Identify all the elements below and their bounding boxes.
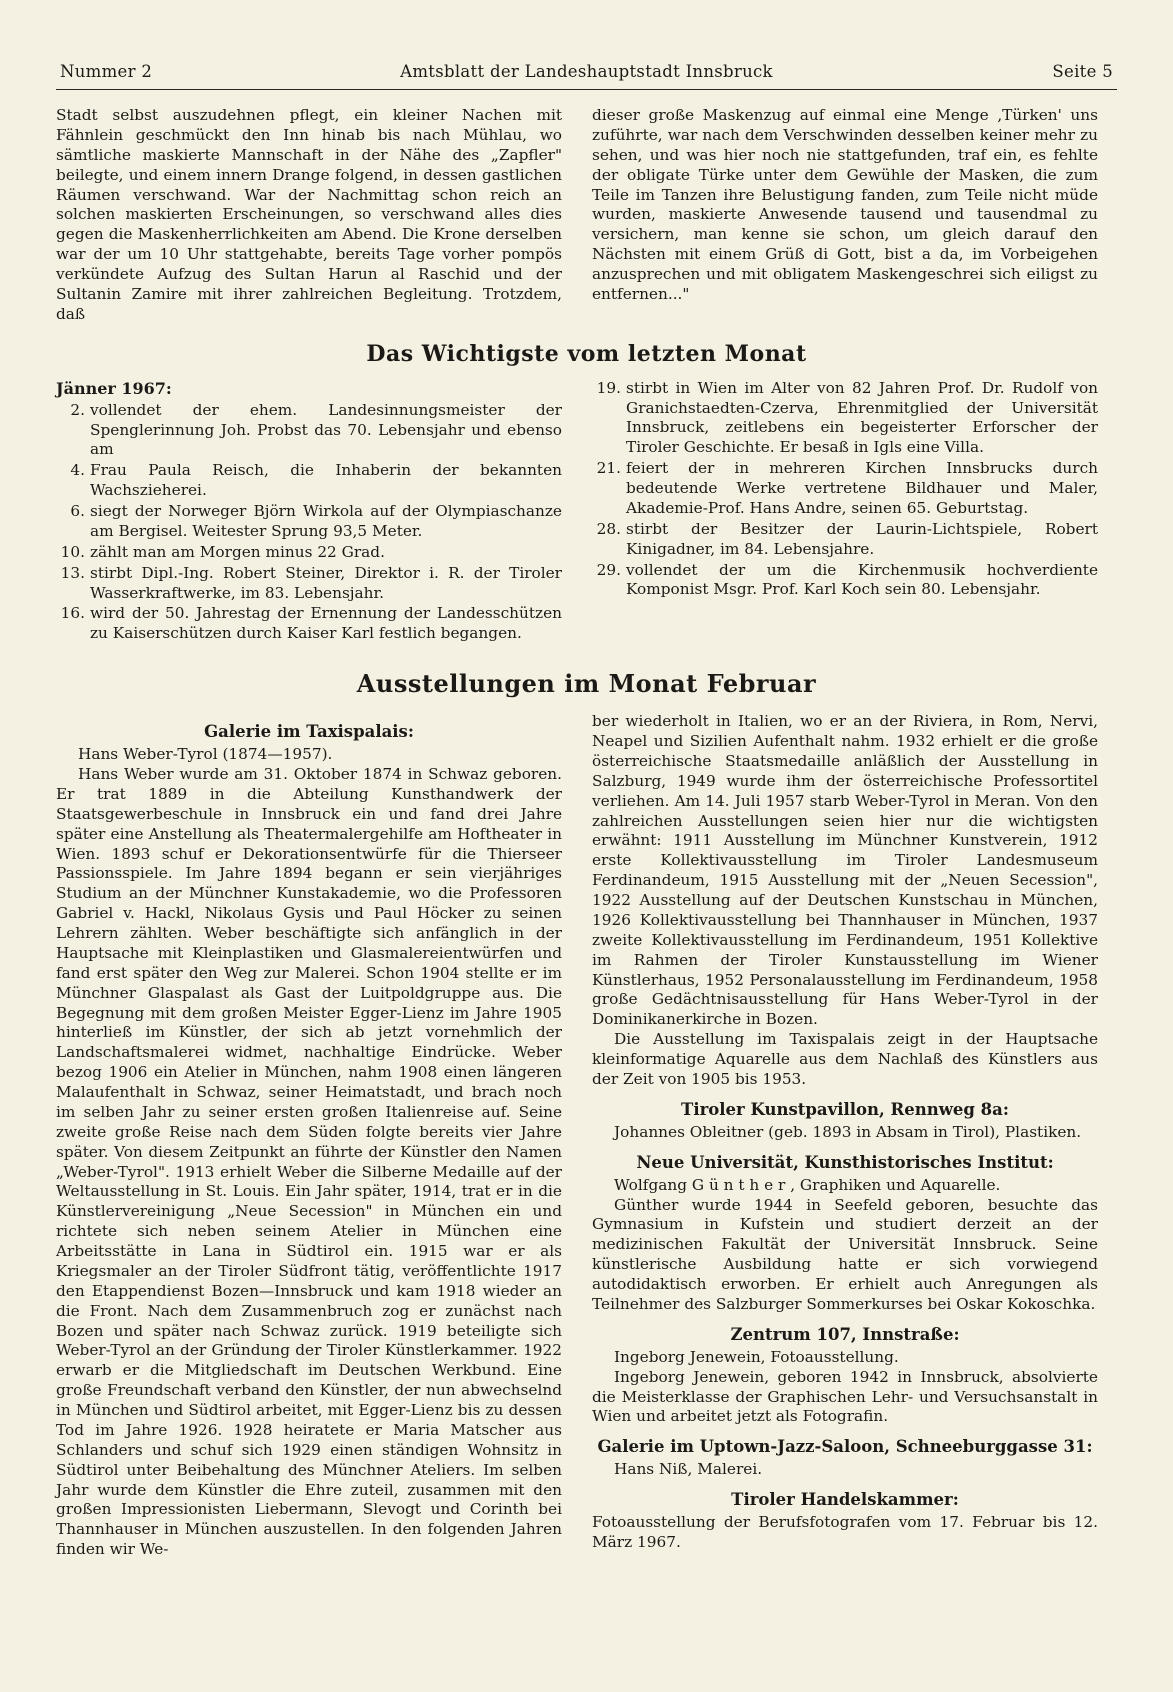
entry-text: stirbt der Besitzer der Laurin-Lichtspiele, Robert Kinigadner, im 84. Lebensjahre. [626, 519, 1098, 558]
entry-text: siegt der Norweger Björn Wirkola auf der Olympiaschanze am Bergisel. Weitester Sprung 93,5 Meter. [90, 502, 562, 540]
list-item [56, 461, 562, 501]
running-head-page: Seite 5 [1052, 62, 1113, 81]
entry-text: Frau Paula Reisch, die Inhaberin der bekannten Wachszieherei. [90, 461, 562, 500]
handelskammer-body: Fotoausstellung der Berufsfotografen vom 17. Februar bis 12. März 1967. [592, 1513, 1098, 1551]
entry-day: 28. [596, 519, 621, 538]
list-item [56, 502, 562, 542]
list-item [56, 543, 562, 563]
month-right-column [592, 379, 1098, 646]
entry-text: zählt man am Morgen minus 22 Grad. [90, 542, 385, 561]
top-article-right-text: dieser große Maskenzug auf einmal eine Menge ‚Türken' uns zuführte, war nach dem Verschwinden desselben keiner mehr zu sehen, und was hier noch nie stattgefunden, traf ein, es fehlte der obligate Türke unter dem Gewühle der Masken, die zum Teile im Tanzen ihre Belustigung fanden, zum Teile nicht müde wurden, maskierte Anwesende tausend und tausendmal zu versichern, man kenne sie schon, um gleich darauf den Nächsten mit einem Grüß di Gott, bist a da, im Vorbeigehen anzusprechen und mit obligatem Maskengeschrei sich eiligst zu entfernen..." [592, 106, 1098, 303]
entry-day: 10. [60, 542, 85, 561]
exhibitions-left-column [56, 712, 562, 1560]
galerie-exhibition-note: Die Ausstellung im Taxispalais zeigt in der Hauptsache kleinformatige Aquarelle aus dem Nachlaß des Künstlers aus der Zeit von 1905 bis 1953. [592, 1030, 1098, 1088]
month-entries-right [592, 379, 1098, 601]
entry-text: wird der 50. Jahrestag der Ernennung der Landesschützen zu Kaiserschützen durch Kaiser Karl festlich begangen. [90, 604, 562, 643]
galerie-biography-part1: Hans Weber wurde am 31. Oktober 1874 in Schwaz geboren. Er trat 1889 in die Abteilung Kunsthandwerk der Staatsgewerbeschule in Innsbruck ein und fand drei Jahre später eine Anstellung als Theatermalergehilfe am Hoftheater in Wien. 1893 schuf er Dekorationsentwürfe für die Thierseer Passionsspiele. Im Jahre 1894 begann er sein vierjähriges Studium an der Münchner Kunstakademie, wo die Professoren Gabriel v. Hackl, Nikolaus Gysis und Paul Höcker zu seinen Lehrern zählten. Weber beschäftigte sich anfänglich in der Hauptsache mit Kleinplastiken und Glasmalereientwürfen und fand erst später den Weg zur Malerei. Schon 1904 stellte er im Münchner Glaspalast als Gast der Luitpoldgruppe aus. Die Begegnung mit dem großen Meister Egger-Lienz im Jahre 1905 hinterließ im Künstler, der sich ab jetzt vornehmlich der Landschaftsmalerei widmet, nachhaltige Eindrücke. Weber bezog 1906 ein Atelier in München, nahm 1908 einen längeren Malaufenthalt in Schwaz, seiner Heimatstadt, und brach noch im selben Jahr zu seiner ersten großen Italienreise auf. Seine zweite große Reise nach dem Süden folgte bereits vier Jahre später. Von diesem Zeitpunkt an führte der Künstler den Namen „Weber-Tyrol". 1913 erhielt Weber die Silberne Medaille auf der Weltausstellung in St. Louis. Ein Jahr später, 1914, trat er in die Künstlervereinigung „Neue Secession" in München ein und richtete sich neben seinem Atelier in München eine Arbeitsstätte in Lana in Südtirol ein. 1915 war er als Kriegsmaler an der Tiroler Südfront tätig, veröffentlichte 1917 den Etappendienst Bozen—Innsbruck und kam 1918 wieder an die Front. Nach dem Zusammenbruch zog er zunächst nach Bozen und später nach Schwaz zurück. 1919 beteiligte sich Weber-Tyrol an der Gründung der Tiroler Künstlerkammer. 1922 erwarb er die Mitgliedschaft im Deutschen Werkbund. Eine große Freundschaft verband den Künstler, der nun abwechselnd in München und Südtirol arbeitet, mit Egger-Lienz bis zu dessen Tod im Jahre 1926. 1928 heiratete er Maria Matscher aus Schlanders und schuf sich 1929 einen ständigen Wohnsitz in Südtirol unter Beibehaltung des Münchner Ateliers. Im selben Jahr wurde dem Künstler die Ehre zuteil, zusammen mit den großen Impressionisten Liebermann, Slevogt und Corinth bei Thannhauser in München auszustellen. In den folgenden Jahren finden wir We- [56, 765, 562, 1559]
galerie-taxispalais-heading: Galerie im Taxispalais: [204, 722, 414, 742]
entry-text: stirbt Dipl.-Ing. Robert Steiner, Direktor i. R. der Tiroler Wasserkraftwerke, im 83. Lebensjahr. [90, 563, 562, 602]
month-entries-left [56, 401, 562, 645]
exhibitions-title: Ausstellungen im Monat Februar [356, 669, 817, 699]
list-item [56, 401, 562, 461]
month-section [56, 379, 1117, 646]
handelskammer-heading: Tiroler Handelskammer: [731, 1490, 959, 1510]
zentrum107-body: Ingeborg Jenewein, Fotoausstellung. [614, 1347, 899, 1366]
neue-universitaet-body2: Günther wurde 1944 in Seefeld geboren, besuchte das Gymnasium in Kufstein und studiert derzeit an der medizinischen Fakultät der Universität Innsbruck. Seine künstlerische Ausbildung hatte er sich vorwiegend autodidaktisch erworben. Er erhielt auch Anregungen als Teilnehmer des Salzburger Sommerkurses bei Oskar Kokoschka. [592, 1195, 1098, 1313]
running-head-issue: Nummer 2 [60, 62, 153, 81]
entry-text: vollendet der ehem. Landesinnungsmeister der Spenglerinnung Joh. Probst das 70. Lebensjahr und ebenso am [90, 400, 562, 459]
list-item [56, 604, 562, 644]
entry-day: 16. [60, 604, 85, 623]
list-item [592, 379, 1098, 459]
header-divider [56, 89, 1117, 90]
entry-day: 2. [70, 400, 85, 419]
entry-day: 6. [70, 502, 85, 520]
top-article-left-text: Stadt selbst auszudehnen pflegt, ein kleiner Nachen mit Fähnlein geschmückt den Inn hinab bis nach Mühlau, wo sämtliche maskierte Mannschaft in der Nähe des „Zapfler" beilegte, und einem innern Drange folgend, in dessen gastlichen Räumen verschwand. War der Nachmittag schon reich an solchen maskierten Erscheinungen, so verschwand alles dies gegen die Maskenherrlichkeiten am Abend. Die Krone derselben war der um 10 Uhr stattgehabte, bereits Tage vorher pompös verkündete Aufzug des Sultan Harun al Raschid und der Sultanin Zamire mit ihrer zahlreichen Begleitung. Trotzdem, daß [56, 106, 562, 323]
entry-day: 21. [596, 459, 621, 478]
galerie-biography-part2: ber wiederholt in Italien, wo er an der Riviera, in Rom, Nervi, Neapel und Sizilien Aufenthalt nahm. 1932 erhielt er die große österreichische Staatsmedaille anläßlich der Ausstellung in Salzburg, 1949 wurde ihm der österreichische Professortitel verliehen. Am 14. Juli 1957 starb Weber-Tyrol in Meran. Von den zahlreichen Ausstellungen seien hier nur die wichtigsten erwähnt: 1911 Ausstellung im Münchner Kunstverein, 1912 erste Kollektivausstellung im Tiroler Landesmuseum Ferdinandeum, 1915 Ausstellung mit der „Neuen Secession", 1922 Ausstellung auf der Deutschen Kunstschau in München, 1926 Kollektivausstellung bei Thannhauser in München, 1937 zweite Kollektivausstellung im Ferdinandeum, 1951 Kollektive im Rahmen der Tiroler Kunstausstellung im Wiener Künstlerhaus, 1952 Personalausstellung im Ferdinandeum, 1958 große Gedächtnisausstellung für Hans Weber-Tyrol in der Dominikanerkirche in Bozen. [592, 712, 1098, 1029]
uptown-jazz-saloon-body: Hans Niß, Malerei. [614, 1460, 763, 1479]
kunstpavillon-body: Johannes Obleitner (geb. 1893 in Absam in Tirol), Plastiken. [614, 1122, 1082, 1141]
entry-day: 29. [596, 560, 621, 579]
zentrum107-heading: Zentrum 107, Innstraße: [730, 1324, 960, 1344]
list-item [592, 520, 1098, 560]
entry-day: 13. [60, 563, 85, 582]
entry-day: 19. [596, 378, 621, 397]
entry-day: 4. [70, 461, 85, 480]
top-article [56, 106, 1117, 325]
month-left-column [56, 379, 562, 646]
running-head [56, 62, 1117, 87]
month-section-title: Das Wichtigste vom letzten Monat [366, 340, 807, 367]
entry-text: vollendet der um die Kirchenmusik hochverdiente Komponist Msgr. Prof. Karl Koch sein 80. Lebensjahr. [626, 560, 1098, 599]
neue-universitaet-heading: Neue Universität, Kunsthistorisches Institut: [636, 1152, 1054, 1172]
zentrum107-body2: Ingeborg Jenewein, geboren 1942 in Innsbruck, absolvierte die Meisterklasse der Graphischen Lehr- und Versuchsanstalt in Wien und arbeitet jetzt als Fotografin. [592, 1367, 1098, 1426]
entry-text: feiert der in mehreren Kirchen Innsbrucks durch bedeutende Werke vertretene Bildhauer und Maler, Akademie-Prof. Hans Andre, seinen 65. Geburtstag. [626, 459, 1098, 517]
list-item [592, 459, 1098, 519]
entry-text: stirbt in Wien im Alter von 82 Jahren Prof. Dr. Rudolf von Granichstaedten-Czerva, Ehrenmitglied der Universität Innsbruck, zeitlebens ein begeisterter Erforscher der Tiroler Geschichte. Er besaß in Igls eine Villa. [626, 378, 1098, 457]
exhibitions-right-column [592, 712, 1098, 1560]
top-article-left-column [56, 106, 562, 325]
uptown-jazz-saloon-heading: Galerie im Uptown-Jazz-Saloon, Schneeburggasse 31: [597, 1437, 1093, 1457]
neue-universitaet-body: Wolfgang G ü n t h e r , Graphiken und Aquarelle. [614, 1175, 1001, 1194]
top-article-right-column [592, 106, 1098, 325]
galerie-artist-line: Hans Weber-Tyrol (1874—1957). [78, 745, 333, 764]
kunstpavillon-heading: Tiroler Kunstpavillon, Rennweg 8a: [681, 1099, 1009, 1119]
month-label: Jänner 1967: [56, 378, 172, 398]
list-item [56, 564, 562, 604]
exhibitions-section [56, 712, 1117, 1560]
running-head-title: Amtsblatt der Landeshauptstadt Innsbruck [400, 62, 773, 81]
list-item [592, 561, 1098, 601]
